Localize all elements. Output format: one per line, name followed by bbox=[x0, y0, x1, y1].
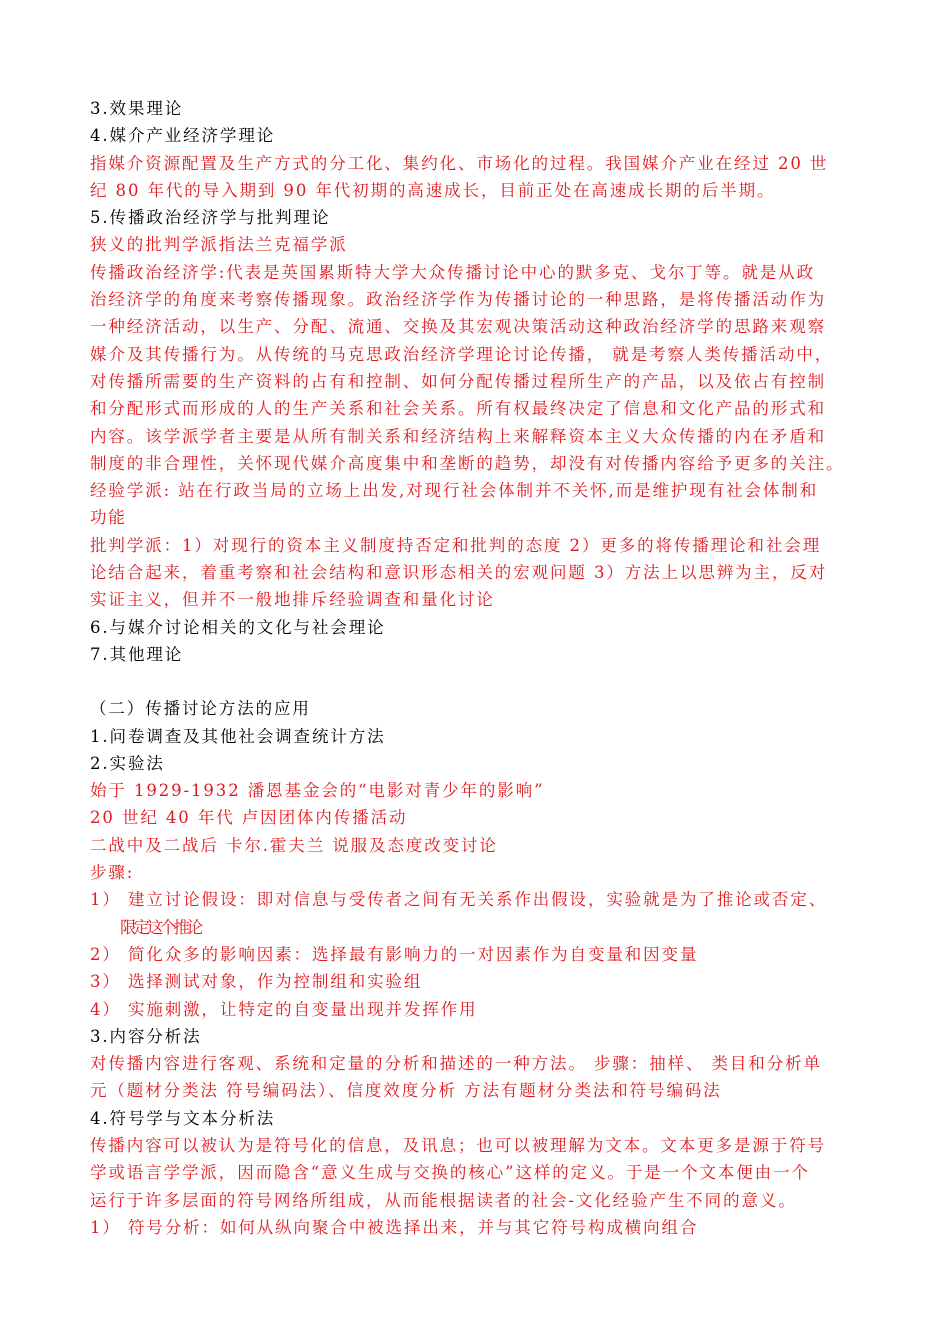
body-line: 20 世纪 40 年代 卢因团体内传播活动 bbox=[90, 808, 408, 828]
body-line: 指媒介资源配置及生产方式的分工化、集约化、市场化的过程。我国媒介产业在经过 20 世 bbox=[90, 153, 829, 173]
body-line: 限定这个推论 bbox=[120, 917, 201, 937]
body-line: 二战中及二战后 卡尔.霍夫兰 说服及态度改变讨论 bbox=[90, 835, 498, 855]
heading-line: 4.媒介产业经济学理论 bbox=[90, 126, 276, 146]
heading-line: 1.问卷调查及其他社会调查统计方法 bbox=[90, 726, 386, 746]
body-line: 学或语言学学派，因而隐含“意义生成与交换的核心”这样的定义。于是一个文本便由一个 bbox=[90, 1163, 810, 1183]
body-line: 经验学派: 站在行政当局的立场上出发,对现行社会体制并不关怀,而是维护现有社会体制和 bbox=[90, 481, 819, 501]
body-line: 论结合起来，着重考察和社会结构和意识形态相关的宏观问题 3）方法上以思辨为主，反对 bbox=[90, 563, 828, 583]
heading-line: 4.符号学与文本分析法 bbox=[90, 1108, 276, 1128]
body-line: 步骤: bbox=[90, 863, 135, 883]
body-line: 纪 80 年代的导入期到 90 年代初期的高速成长，目前正处在高速成长期的后半期。 bbox=[90, 180, 776, 200]
body-line: 批判学派：1）对现行的资本主义制度持否定和批判的态度 2）更多的将传播理论和社会理 bbox=[90, 535, 822, 555]
body-line: 传播政治经济学:代表是英国累斯特大学大众传播讨论中心的默多克、戈尔丁等。就是从政 bbox=[90, 262, 816, 282]
body-line: 治经济学的角度来考察传播现象。政治经济学作为传播讨论的一种思路，是将传播活动作为 bbox=[90, 290, 826, 310]
body-line: 运行于许多层面的符号网络所组成，从而能根据读者的社会-文化经验产生不同的意义。 bbox=[90, 1190, 797, 1210]
body-line: 媒介及其传播行为。从传统的马克思政治经济学理论讨论传播， 就是考察人类传播活动中， bbox=[90, 344, 834, 364]
body-line: 实证主义，但并不一般地排斥经验调查和量化讨论 bbox=[90, 590, 495, 610]
heading-line: 3.效果理论 bbox=[90, 99, 184, 118]
body-line: 和分配形式而形成的人的生产关系和社会关系。所有权最终决定了信息和文化产品的形式和 bbox=[90, 399, 826, 419]
body-line: 传播内容可以被认为是符号化的信息，及讯息；也可以被理解为文本。文本更多是源于符号 bbox=[90, 1135, 826, 1155]
heading-line: 5.传播政治经济学与批判理论 bbox=[90, 208, 331, 228]
body-line: 2） 简化众多的影响因素：选择最有影响力的一对因素作为自变量和因变量 bbox=[90, 944, 699, 964]
body-line: 对传播内容进行客观、系统和定量的分析和描述的一种方法。 步骤：抽样、 类目和分析单 bbox=[90, 1054, 822, 1074]
heading-line: 7.其他理论 bbox=[90, 644, 184, 664]
document-body bbox=[90, 95, 865, 1241]
blank-line bbox=[90, 668, 865, 695]
heading-line: 3.内容分析法 bbox=[90, 1026, 202, 1046]
body-line: 制度的非合理性，关怀现代媒介高度集中和垄断的趋势，却没有对传播内容给予更多的关注。 bbox=[90, 453, 845, 473]
body-line: 狭义的批判学派指法兰克福学派 bbox=[90, 235, 348, 255]
heading-line: （二）传播讨论方法的应用 bbox=[90, 699, 311, 719]
body-line: 3） 选择测试对象，作为控制组和实验组 bbox=[90, 972, 423, 992]
body-line: 1） 建立讨论假设：即对信息与受传者之间有无关系作出假设，实验就是为了推论或否定、 bbox=[90, 890, 828, 910]
body-line: 始于 1929-1932 潘恩基金会的“电影对青少年的影响” bbox=[90, 781, 545, 801]
body-line: 一种经济活动，以生产、分配、流通、交换及其宏观决策活动这种政治经济学的思路来观察 bbox=[90, 317, 826, 337]
body-line: 元（题材分类法 符号编码法）、信度效度分析 方法有题材分类法和符号编码法 bbox=[90, 1081, 722, 1101]
heading-line: 6.与媒介讨论相关的文化与社会理论 bbox=[90, 617, 386, 637]
body-line: 对传播所需要的生产资料的占有和控制、如何分配传播过程所生产的产品，以及依占有控制 bbox=[90, 371, 826, 391]
body-line: 1） 符号分析：如何从纵向聚合中被选择出来，并与其它符号构成横向组合 bbox=[90, 1217, 699, 1237]
body-line: 4） 实施刺激，让特定的自变量出现并发挥作用 bbox=[90, 999, 478, 1019]
body-line: 内容。该学派学者主要是从所有制关系和经济结构上来解释资本主义大众传播的内在矛盾和 bbox=[90, 426, 826, 446]
body-line: 功能 bbox=[90, 508, 127, 528]
heading-line: 2.实验法 bbox=[90, 753, 165, 773]
